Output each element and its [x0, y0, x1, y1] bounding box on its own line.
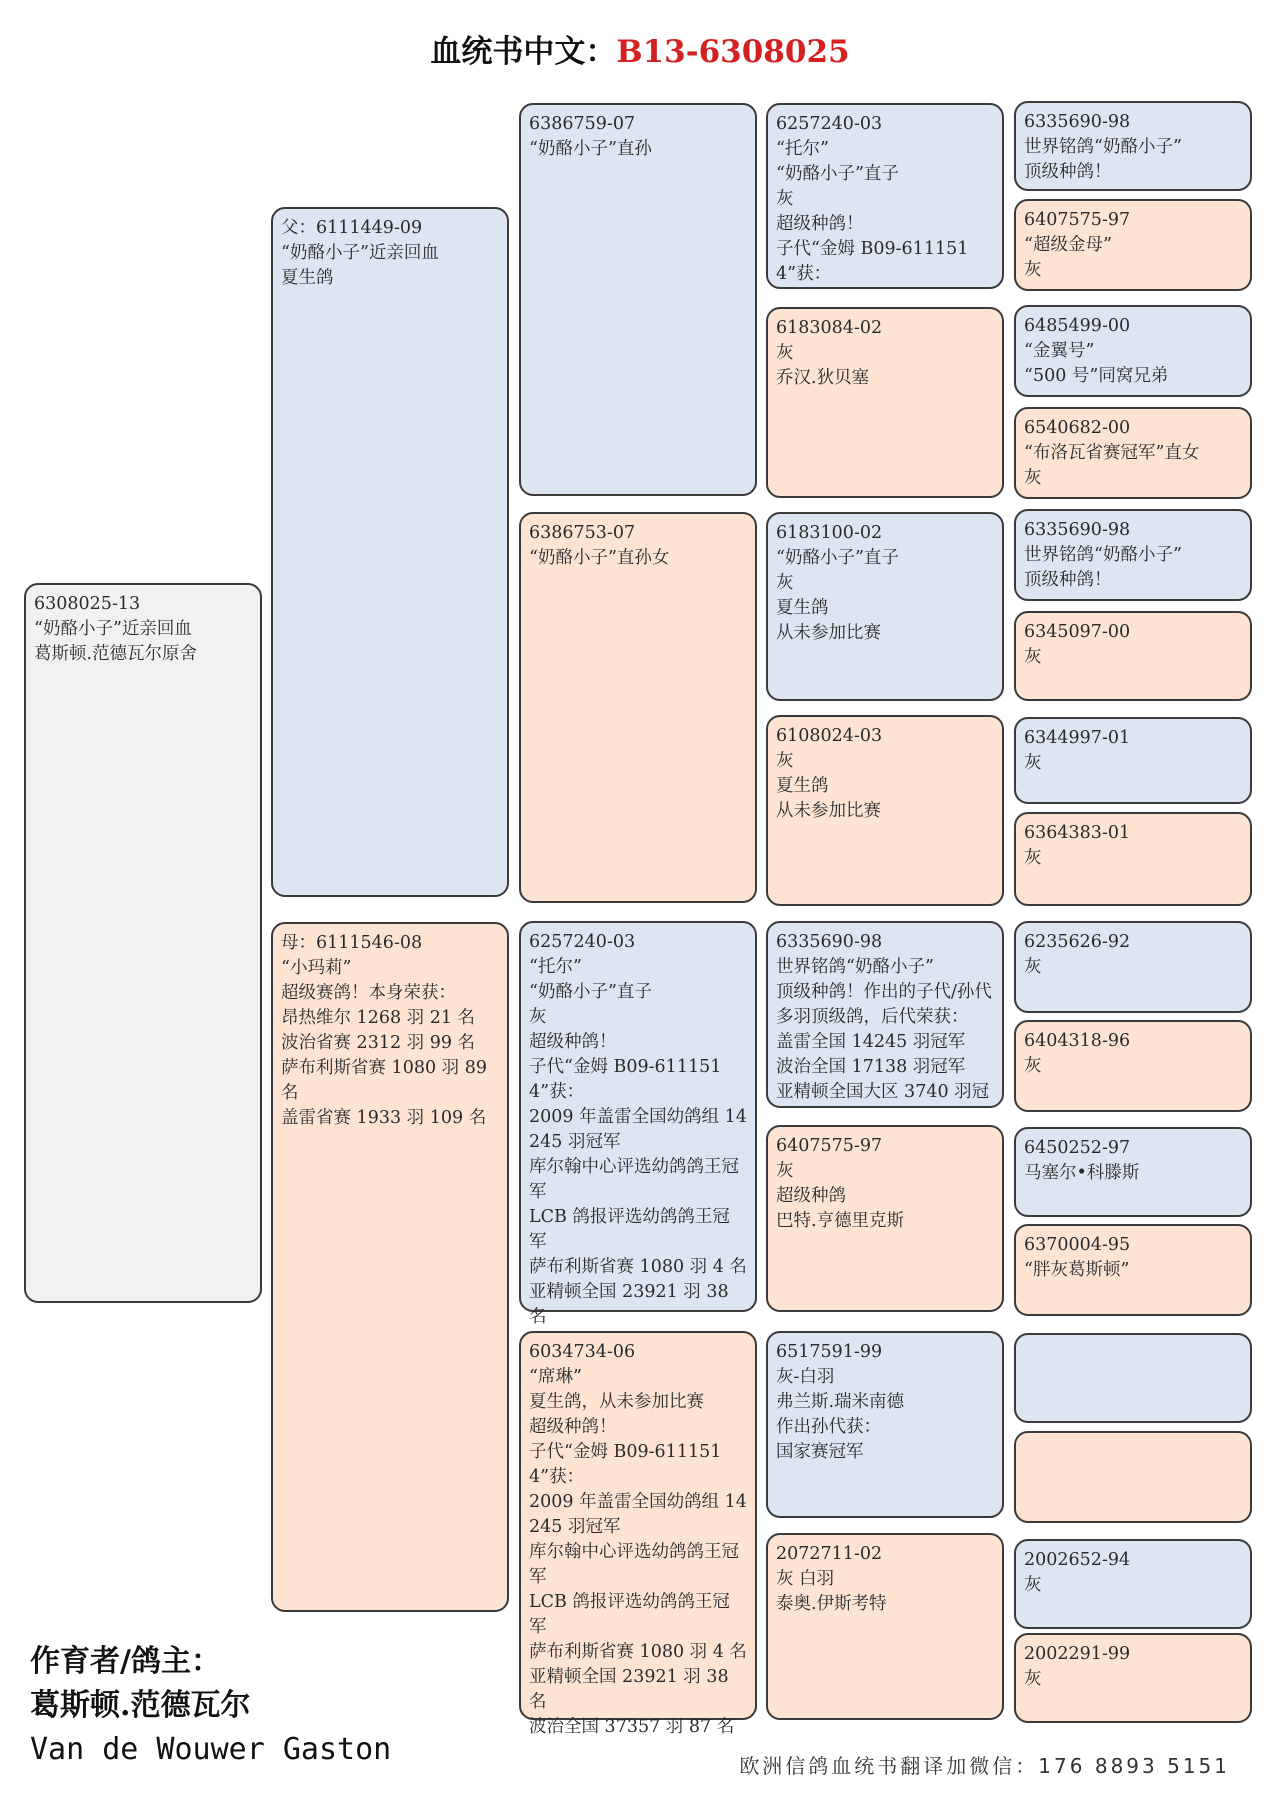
- pigeon-card-gen4: [1014, 812, 1252, 906]
- card-line: 父：6111449-09: [281, 218, 423, 238]
- pigeon-card-gen4: [1014, 1633, 1252, 1723]
- card-line: 世界铭鸽“奶酪小子”: [1024, 137, 1182, 157]
- card-line: 超级种鸽: [776, 1186, 846, 1206]
- card-line: 子代“金姆 B09-6111514”获：: [529, 1442, 722, 1487]
- card-line: 灰: [1024, 647, 1042, 667]
- card-line: “奶酪小子”近亲回血: [281, 243, 439, 263]
- pigeon-card-gen3: [766, 103, 1004, 289]
- card-line: 亚精顿全国 23921 羽 38 名: [529, 1667, 735, 1712]
- card-line: “超级金母”: [1024, 235, 1112, 255]
- card-line: 灰: [1024, 1575, 1042, 1595]
- card-line: 乔汉.狄贝塞: [776, 368, 870, 388]
- card-line: 盖雷全国 14245 羽冠军: [776, 1032, 966, 1052]
- card-line: 亚精顿全国大区 3740 羽冠: [776, 1082, 990, 1102]
- card-line: “托尔”: [529, 957, 582, 977]
- card-line: “奶酪小子”直孙: [529, 139, 652, 159]
- card-line: 6517591-99: [776, 1342, 883, 1362]
- card-line: 6364383-01: [1024, 823, 1131, 843]
- card-line: 波治全国 37357 羽 87 名: [529, 1717, 735, 1737]
- card-line: 夏生鸽: [776, 598, 829, 618]
- card-line: 6257240-03: [776, 114, 883, 134]
- pigeon-card-sire: [271, 207, 509, 897]
- card-line: 灰: [529, 1007, 547, 1027]
- card-line: 顶级种鸽！: [1024, 162, 1112, 182]
- card-line: 母：6111546-08: [281, 933, 423, 953]
- pigeon-card-gen4: [1014, 611, 1252, 701]
- card-line: 6108024-03: [776, 726, 883, 746]
- card-line: 灰: [1024, 957, 1042, 977]
- card-line: 6183084-02: [776, 318, 883, 338]
- card-line: 6386753-07: [529, 523, 636, 543]
- card-line: 6485499-00: [1024, 316, 1131, 336]
- pigeon-card-gen4: [1014, 509, 1252, 601]
- card-line: 子代“金姆 B09-6111514”获：: [529, 1057, 722, 1102]
- pigeon-card-gen3: [766, 715, 1004, 906]
- card-line: 灰: [1024, 260, 1042, 280]
- card-line: 泰奥.伊斯考特: [776, 1594, 887, 1614]
- card-line: 灰: [1024, 1669, 1042, 1689]
- card-line: “布洛瓦省赛冠军”直女: [1024, 443, 1200, 463]
- title-prefix: 血统书中文：: [430, 34, 617, 70]
- pigeon-card-dam-sire: [519, 921, 757, 1327]
- card-line: “奶酪小子”直子: [776, 548, 899, 568]
- pedigree-code: B13-6308025: [616, 34, 850, 70]
- card-line: 2002652-94: [1024, 1550, 1131, 1570]
- card-line: 灰: [1024, 1056, 1042, 1076]
- card-line: 6407575-97: [1024, 210, 1131, 230]
- card-line: 6450252-97: [1024, 1138, 1131, 1158]
- pigeon-card-gen4: [1014, 1224, 1252, 1316]
- card-line: 6034734-06: [529, 1342, 636, 1362]
- card-line: 灰: [1024, 848, 1042, 868]
- card-line: 顶级种鸽！: [1024, 570, 1112, 590]
- pigeon-card-gen3: [766, 1533, 1004, 1720]
- card-line: 弗兰斯.瑞米南德: [776, 1392, 905, 1412]
- card-line: 夏生鸽，从未参加比赛: [529, 1392, 704, 1412]
- card-line: 6308025-13: [34, 594, 141, 614]
- card-line: 6540682-00: [1024, 418, 1131, 438]
- card-line: 子代“金姆 B09-6111514”获：: [776, 239, 969, 284]
- card-line: 从未参加比赛: [776, 623, 881, 643]
- card-line: 亚精顿全国 23921 羽 38 名: [529, 1282, 735, 1327]
- pigeon-card-sire-sire: [519, 103, 757, 496]
- card-line: 超级种鸽！: [529, 1417, 617, 1437]
- card-line: 6235626-92: [1024, 932, 1131, 952]
- card-line: “小玛莉”: [281, 958, 352, 978]
- card-line: 6345097-00: [1024, 622, 1131, 642]
- card-line: “奶酪小子”直孙女: [529, 548, 670, 568]
- pigeon-card-gen4: [1014, 921, 1252, 1013]
- pigeon-card-gen4: [1014, 199, 1252, 291]
- pigeon-card-gen4: [1014, 1539, 1252, 1629]
- card-line: 葛斯顿.范德瓦尔原舍: [34, 644, 198, 664]
- card-line: 灰: [776, 573, 794, 593]
- pigeon-card-sire-dam: [519, 512, 757, 903]
- card-line: 6335690-98: [1024, 112, 1131, 132]
- card-line: “胖灰葛斯顿”: [1024, 1260, 1130, 1280]
- card-line: 6257240-03: [529, 932, 636, 952]
- card-line: “奶酪小子”近亲回血: [34, 619, 192, 639]
- pigeon-card-gen4: [1014, 305, 1252, 397]
- card-line: 巴特.亨德里克斯: [776, 1211, 905, 1231]
- card-line: “奶酪小子”直子: [776, 164, 899, 184]
- card-line: 2072711-02: [776, 1544, 883, 1564]
- pigeon-card-gen3: [766, 921, 1004, 1108]
- card-line: 顶级种鸽！作出的子代/孙代多羽顶级鸽，后代荣获：: [776, 982, 992, 1027]
- card-line: 6183100-02: [776, 523, 883, 543]
- pigeon-card-gen3: [766, 1331, 1004, 1518]
- card-line: 2009 年盖雷全国幼鸽组 14245 羽冠军: [529, 1492, 747, 1537]
- card-line: LCB 鸽报评选幼鸽鸽王冠军: [529, 1592, 730, 1637]
- pigeon-card-gen4: [1014, 101, 1252, 191]
- pigeon-card-gen3: [766, 512, 1004, 701]
- card-line: 波治全国 17138 羽冠军: [776, 1057, 966, 1077]
- card-line: 超级种鸽！: [776, 214, 864, 234]
- card-line: LCB 鸽报评选幼鸽鸽王冠军: [529, 1207, 730, 1252]
- breeder-name-en: Van de Wouwer Gaston: [30, 1732, 392, 1767]
- pigeon-card-dam-dam: [519, 1331, 757, 1737]
- card-line: 灰-白羽: [776, 1367, 835, 1387]
- card-line: 6370004-95: [1024, 1235, 1131, 1255]
- card-line: 灰: [776, 189, 794, 209]
- card-line: 6386759-07: [529, 114, 636, 134]
- card-line: 灰: [1024, 468, 1042, 488]
- card-line: 6344997-01: [1024, 728, 1131, 748]
- card-line: 国家赛冠军: [776, 1442, 864, 1462]
- card-line: 盖雷省赛 1933 羽 109 名: [281, 1108, 487, 1128]
- card-line: 灰: [776, 1161, 794, 1181]
- card-line: 昂热维尔 1268 羽 21 名: [281, 1008, 476, 1028]
- card-line: 萨布利斯省赛 1080 羽 89 名: [281, 1058, 493, 1103]
- card-line: “席琳”: [529, 1367, 582, 1387]
- pigeon-card-gen4-empty: [1014, 1431, 1252, 1523]
- card-line: “奶酪小子”直子: [529, 982, 652, 1002]
- card-line: 世界铭鸽“奶酪小子”: [1024, 545, 1182, 565]
- card-line: 2009 年盖雷全国幼鸽组 14245 羽冠军: [529, 1107, 747, 1152]
- card-line: “托尔”: [776, 139, 829, 159]
- page-title: [0, 26, 1280, 71]
- card-line: 灰 白羽: [776, 1569, 835, 1589]
- card-line: 萨布利斯省赛 1080 羽 4 名: [529, 1257, 747, 1277]
- card-line: 从未参加比赛: [776, 801, 881, 821]
- card-line: 超级赛鸽！本身荣获：: [281, 983, 456, 1003]
- card-line: 超级种鸽！: [529, 1032, 617, 1052]
- pigeon-card-gen4: [1014, 717, 1252, 804]
- pigeon-card-subject: [24, 583, 262, 1303]
- card-line: “金翼号”: [1024, 341, 1095, 361]
- pigeon-card-gen4-empty: [1014, 1333, 1252, 1423]
- card-line: 夏生鸽: [776, 776, 829, 796]
- breeder-info: [30, 1640, 391, 1772]
- card-line: 灰: [776, 343, 794, 363]
- pigeon-card-gen4: [1014, 1127, 1252, 1217]
- card-line: 世界铭鸽“奶酪小子”: [776, 957, 934, 977]
- pigeon-card-dam: [271, 922, 509, 1612]
- card-line: 6407575-97: [776, 1136, 883, 1156]
- card-line: 6404318-96: [1024, 1031, 1131, 1051]
- card-line: 作出孙代获：: [776, 1417, 881, 1437]
- pigeon-card-gen4: [1014, 407, 1252, 499]
- card-line: 2002291-99: [1024, 1644, 1131, 1664]
- card-line: “500 号”同窝兄弟: [1024, 366, 1169, 386]
- card-line: 灰: [1024, 753, 1042, 773]
- wechat-contact: 欧洲信鸽血统书翻译加微信：176 8893 5151: [739, 1754, 1230, 1778]
- breeder-name-cn: 葛斯顿.范德瓦尔: [30, 1688, 251, 1723]
- pigeon-card-gen3: [766, 1125, 1004, 1312]
- card-line: 库尔翰中心评选幼鸽鸽王冠军: [529, 1157, 739, 1202]
- pigeon-card-gen4: [1014, 1020, 1252, 1112]
- card-line: 6335690-98: [1024, 520, 1131, 540]
- pigeon-card-gen3: [766, 307, 1004, 498]
- card-line: 波治省赛 2312 羽 99 名: [281, 1033, 476, 1053]
- card-line: 萨布利斯省赛 1080 羽 4 名: [529, 1642, 747, 1662]
- breeder-label: 作育者/鸽主：: [30, 1644, 221, 1679]
- card-line: 马塞尔•科滕斯: [1024, 1163, 1140, 1183]
- card-line: 灰: [776, 751, 794, 771]
- card-line: 6335690-98: [776, 932, 883, 952]
- card-line: 库尔翰中心评选幼鸽鸽王冠军: [529, 1542, 739, 1587]
- card-line: 夏生鸽: [281, 268, 334, 288]
